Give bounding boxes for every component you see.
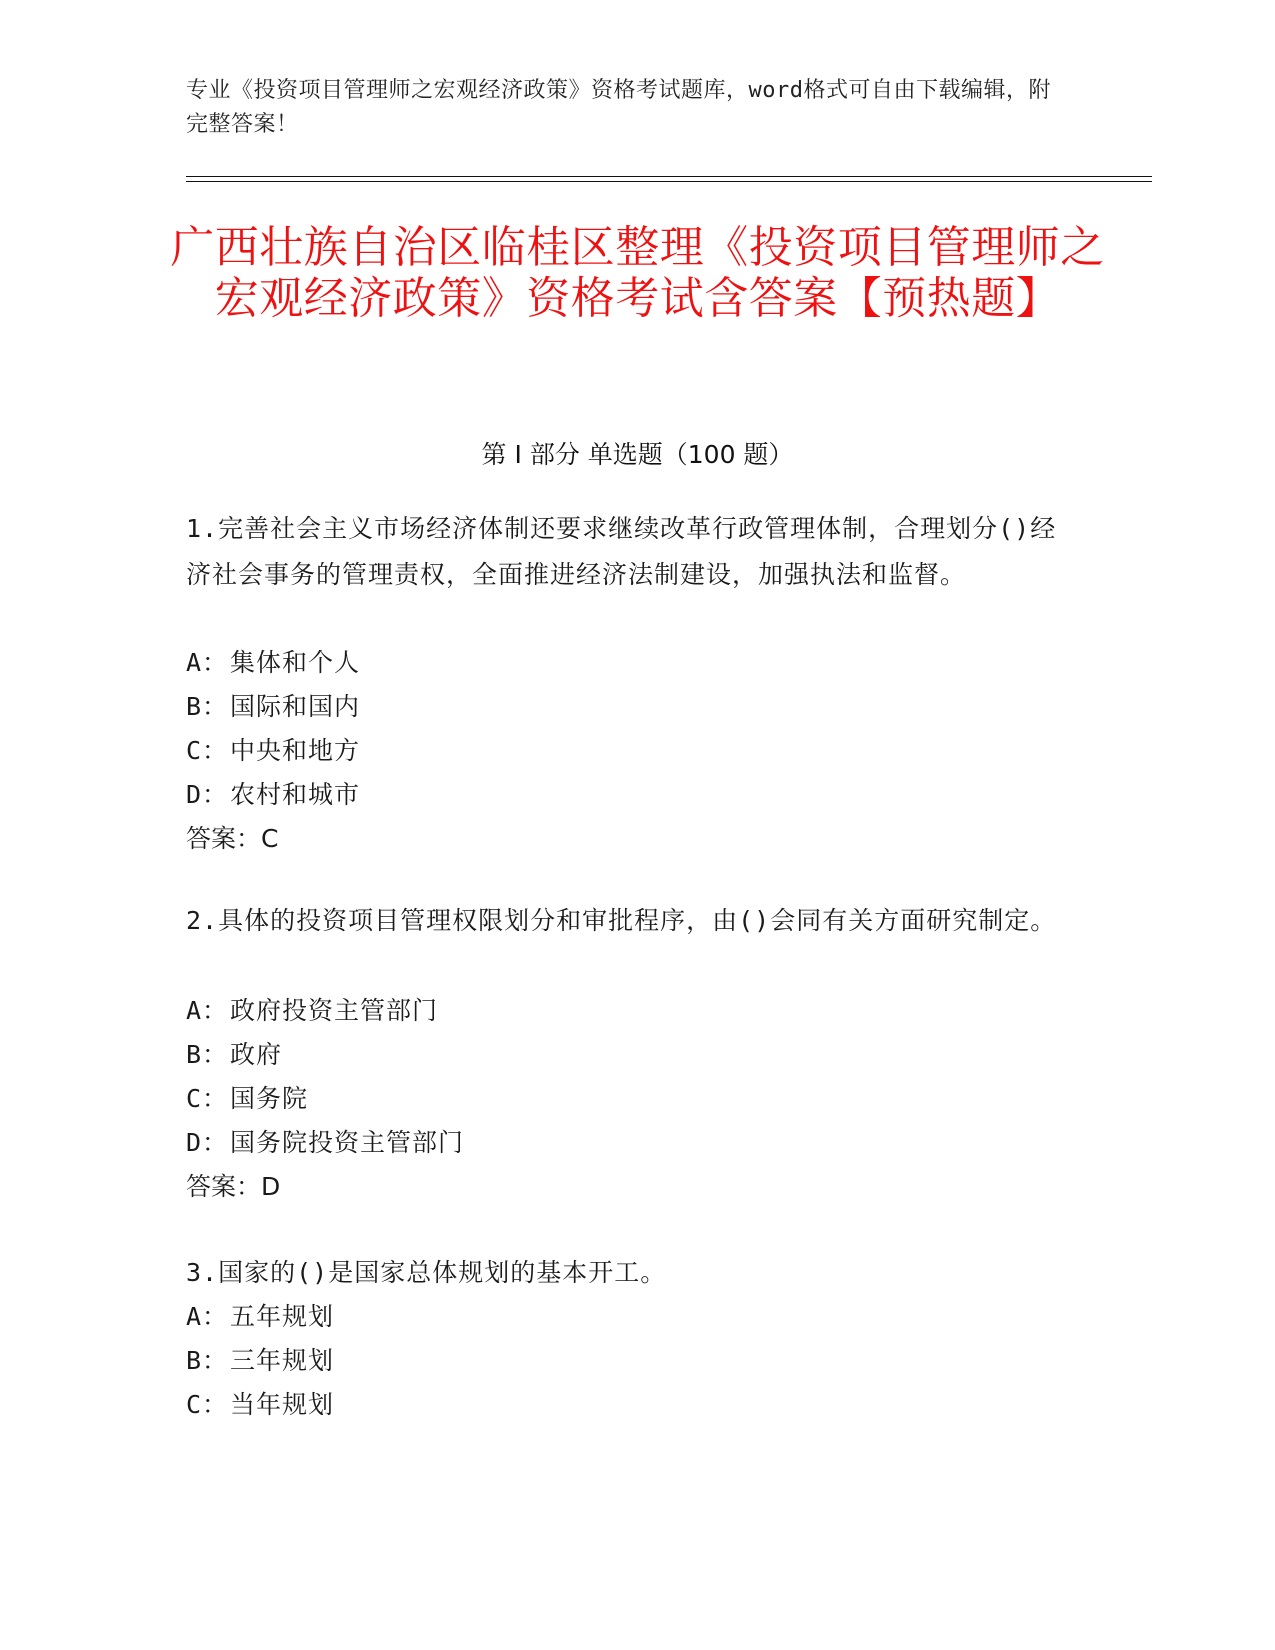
header-divider-bottom [186, 181, 1152, 182]
option-a [186, 1294, 1066, 1340]
option-text: 国务院 [230, 1084, 309, 1113]
question-text: 3.国家的()是国家总体规划的基本开工。 [186, 1258, 667, 1287]
answer-text: 答案：C [186, 824, 279, 853]
option-text: 中央和地方 [230, 736, 361, 765]
option-key: C： [186, 1390, 229, 1419]
option-b [186, 1032, 1066, 1078]
option-key: B： [186, 1040, 229, 1069]
header-divider-top [186, 176, 1152, 177]
option-c [186, 1076, 1066, 1122]
option-text: 五年规划 [230, 1302, 335, 1331]
answer-text: 答案：D [186, 1172, 281, 1201]
option-key: A： [186, 1302, 229, 1331]
option-a [186, 988, 1066, 1034]
option-c [186, 1382, 1066, 1428]
section-title: 第 I 部分 单选题（100 题） [481, 440, 794, 469]
option-d [186, 772, 1066, 818]
option-text: 三年规划 [230, 1346, 335, 1375]
option-key: D： [186, 780, 229, 809]
option-text: 农村和城市 [230, 780, 361, 809]
option-text: 国务院投资主管部门 [230, 1128, 465, 1157]
option-c [186, 728, 1066, 774]
option-text: 当年规划 [230, 1390, 335, 1419]
option-d [186, 1120, 1066, 1166]
question-text: 1.完善社会主义市场经济体制还要求继续改革行政管理体制，合理划分()经济社会事务的管理责权，全面推进经济法制建设，加强执法和监督。 [186, 514, 1057, 589]
header-note: 专业《投资项目管理师之宏观经济政策》资格考试题库，word格式可自由下载编辑，附完整答案！ [186, 78, 1051, 137]
option-key: C： [186, 736, 229, 765]
option-key: C： [186, 1084, 229, 1113]
option-key: D： [186, 1128, 229, 1157]
option-key: A： [186, 648, 229, 677]
option-text: 集体和个人 [230, 648, 361, 677]
option-b [186, 1338, 1066, 1384]
option-key: A： [186, 996, 229, 1025]
option-key: B： [186, 692, 229, 721]
option-text: 政府投资主管部门 [230, 996, 439, 1025]
option-key: B： [186, 1346, 229, 1375]
option-b [186, 684, 1066, 730]
question-text: 2.具体的投资项目管理权限划分和审批程序，由()会同有关方面研究制定。 [186, 906, 1057, 935]
option-text: 国际和国内 [230, 692, 361, 721]
option-text: 政府 [230, 1040, 283, 1069]
document-title: 广西壮族自治区临桂区整理《投资项目管理师之宏观经济政策》资格考试含答案【预热题】 [170, 222, 1105, 324]
option-a [186, 640, 1066, 686]
